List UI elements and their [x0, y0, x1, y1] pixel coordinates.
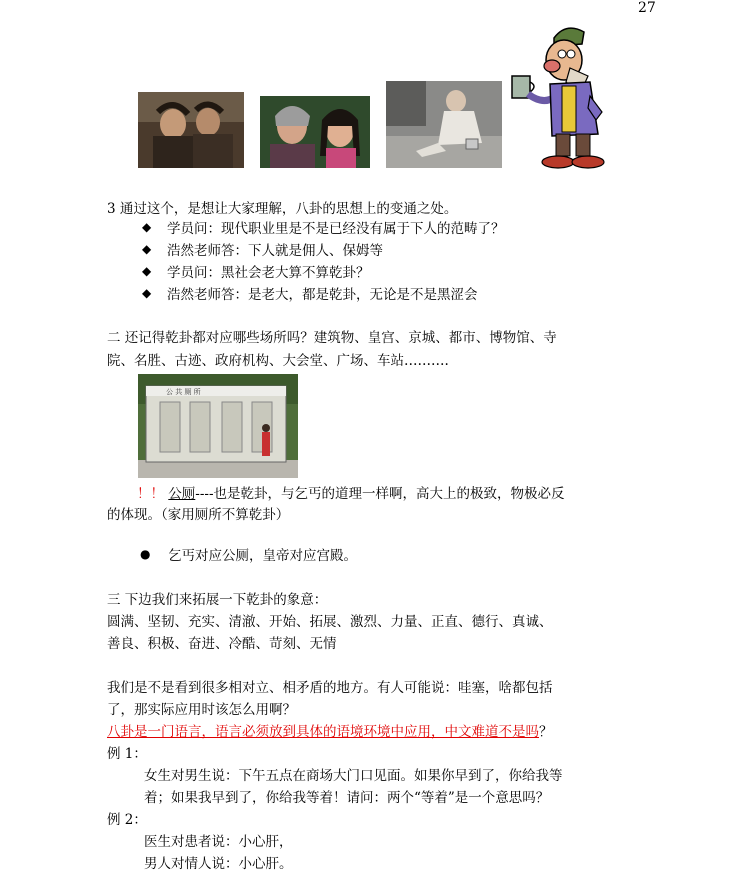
section3-bullet-2: 浩然老师答：下人就是佣人、保姆等: [167, 243, 383, 259]
para-line-1: 我们是不是看到很多相对立、相矛盾的地方。有人可能说：哇塞，啥都包括: [107, 680, 553, 696]
toilet-para-line-2: 的体现。（家用厕所不算乾卦）: [107, 507, 290, 523]
section3-bullet-3: 学员问：黑社会老大算不算乾卦？: [167, 265, 370, 281]
section3-bullet-4: 浩然老师答：是老大，都是乾卦，无论是不是黑涩会: [167, 287, 478, 303]
para-line-2: 了，那实际应用时该怎么用啊？: [107, 702, 296, 718]
example1-label: 例 1：: [107, 746, 147, 762]
diamond-bullet-icon: ◆: [142, 242, 152, 256]
para-red-line: [107, 722, 553, 742]
example1-line-1: 女生对男生说：下午五点在商场大门口见面。如果你早到了，你给我等: [144, 768, 563, 784]
section3-bullet-1: 学员问：现代职业里是不是已经没有属于下人的范畴了？: [167, 221, 505, 237]
dot-bullet-icon: ●: [140, 547, 151, 561]
beggar-kneeling-photo: [386, 81, 502, 168]
section3-heading: 3 通过这个，是想让大家理解，八卦的思想上的变通之处。: [107, 201, 458, 217]
red-emphasis-text: 八卦是一门语言，语言必须放到具体的语境环境中应用，中文难道不是吗: [107, 724, 539, 740]
section-three-heading: 三 下边我们来拓展一下乾卦的象意：: [107, 592, 328, 608]
toilet-para-rest: ----也是乾卦，与乞丐的道理一样啊，高大上的极致，物极必反: [195, 486, 565, 502]
cartoon-beggar-illustration: [508, 16, 606, 170]
movie-still-beggars-photo: [138, 92, 244, 168]
section-three-line-1: 圆满、坚韧、充实、清澈、开始、拓展、激烈、力量、正直、德行、真诚、: [107, 614, 553, 630]
diamond-bullet-icon: ◆: [142, 264, 152, 278]
red-line-tail: ？: [539, 724, 553, 740]
example2-label: 例 2：: [107, 812, 147, 828]
toilet-para-line-1: [137, 484, 565, 504]
example1-line-2: 着；如果我早到了，你给我等着！请问：两个“等着”是一个意思吗？: [144, 790, 550, 806]
movie-still-two-people-photo: [260, 96, 370, 168]
page-number: 27: [638, 0, 656, 16]
dot-bullet-text: 乞丐对应公厕，皇帝对应宫殿。: [168, 548, 357, 564]
section-three-line-2: 善良、积极、奋进、冷酷、苛刻、无情: [107, 636, 337, 652]
diamond-bullet-icon: ◆: [142, 220, 152, 234]
diamond-bullet-icon: ◆: [142, 286, 152, 300]
exclamation-marks: ！！: [137, 486, 164, 502]
keyword-toilet: 公厕: [168, 486, 196, 502]
toilet-sign: 公 共 厕 所: [166, 388, 201, 396]
public-toilet-photo: [138, 374, 298, 478]
section2-line-1: 二 还记得乾卦都对应哪些场所吗？建筑物、皇宫、京城、都市、博物馆、寺: [107, 330, 557, 346]
example2-line-2: 男人对情人说：小心肝。: [144, 856, 293, 872]
section2-line-2: 院、名胜、古迹、政府机构、大会堂、广场、车站……….: [107, 353, 449, 369]
example2-line-1: 医生对患者说：小心肝，: [144, 834, 293, 850]
